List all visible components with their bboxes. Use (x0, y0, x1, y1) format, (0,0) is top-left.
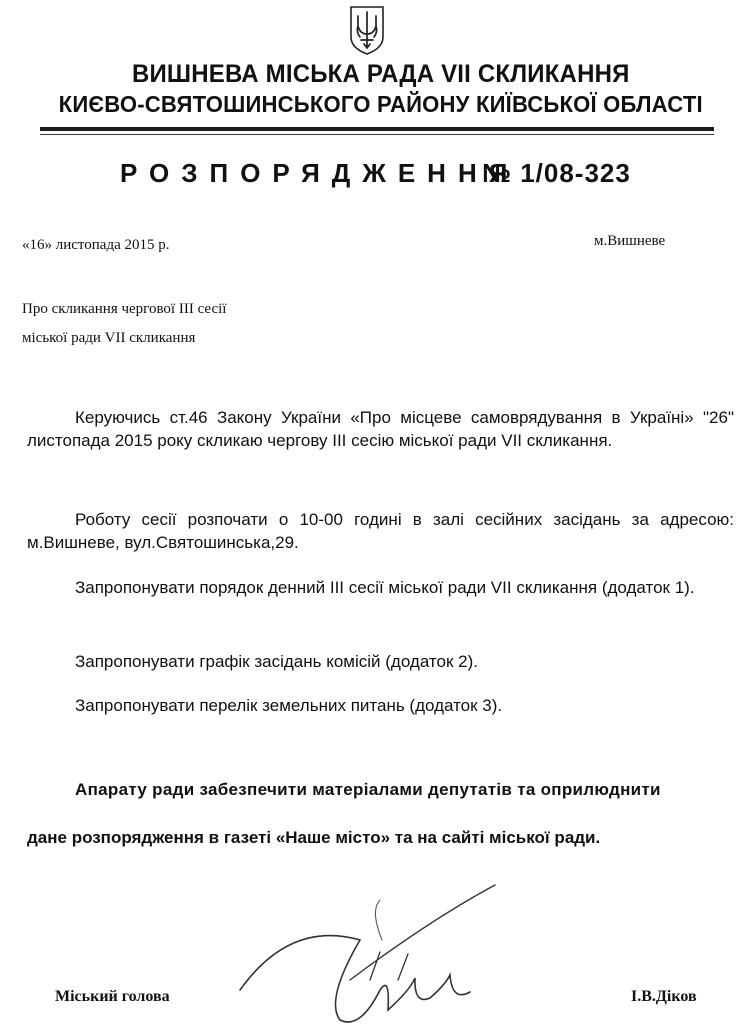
trident-emblem-icon (347, 4, 387, 56)
council-name: ВИШНЕВА МІСЬКА РАДА VII СКЛИКАННЯ (131, 60, 630, 88)
paragraph-agenda: Запропонувати порядок денний III сесії міської ради VII скликання (додаток 1). (75, 578, 695, 597)
signatory-name: І.В.Діков (631, 988, 697, 1005)
document-city: м.Вишневе (594, 233, 666, 249)
paragraph-land-issues: Запропонувати перелік земельних питань (додаток 3). (75, 696, 503, 715)
signatory-title: Міський голова (55, 988, 170, 1005)
header-rule-thick (40, 127, 714, 131)
handwritten-signature (230, 880, 520, 1030)
district-name: КИЄВО-СВЯТОШИНСЬКОГО РАЙОНУ КИЇВСЬКОЇ ОБЛАСТІ (58, 91, 703, 117)
subject-line-1: Про скликання чергової III сесії (22, 301, 227, 317)
paragraph-publish: дане розпорядження в газеті «Наше місто» та на сайті міської ради. (27, 828, 601, 847)
document-date: «16» листопада 2015 р. (22, 237, 170, 253)
paragraph-apparatus-materials: Апарату ради забезпечити матеріалами депутатів та оприлюднити (75, 780, 661, 799)
paragraph-session-start: Роботу сесії розпочати о 10-00 годині в залі сесійних засідань за адресою: м.Вишневе, вул.Святошинська,29. (27, 510, 734, 552)
paragraph-committee-schedule: Запропонувати графік засідань комісій (додаток 2). (75, 652, 478, 671)
document-title: РОЗПОРЯДЖЕННЯ (120, 158, 520, 188)
document-number: № 1/08-323 (482, 158, 631, 188)
paragraph-convene-session: Керуючись ст.46 Закону України «Про місцеве самоврядування в Україні» "26" листопада 2015 року скликаю чергову III сесію міської ради VII скликання. (27, 408, 734, 450)
header-rule-thin (40, 134, 714, 135)
subject-line-2: міської ради VII скликання (22, 330, 196, 346)
